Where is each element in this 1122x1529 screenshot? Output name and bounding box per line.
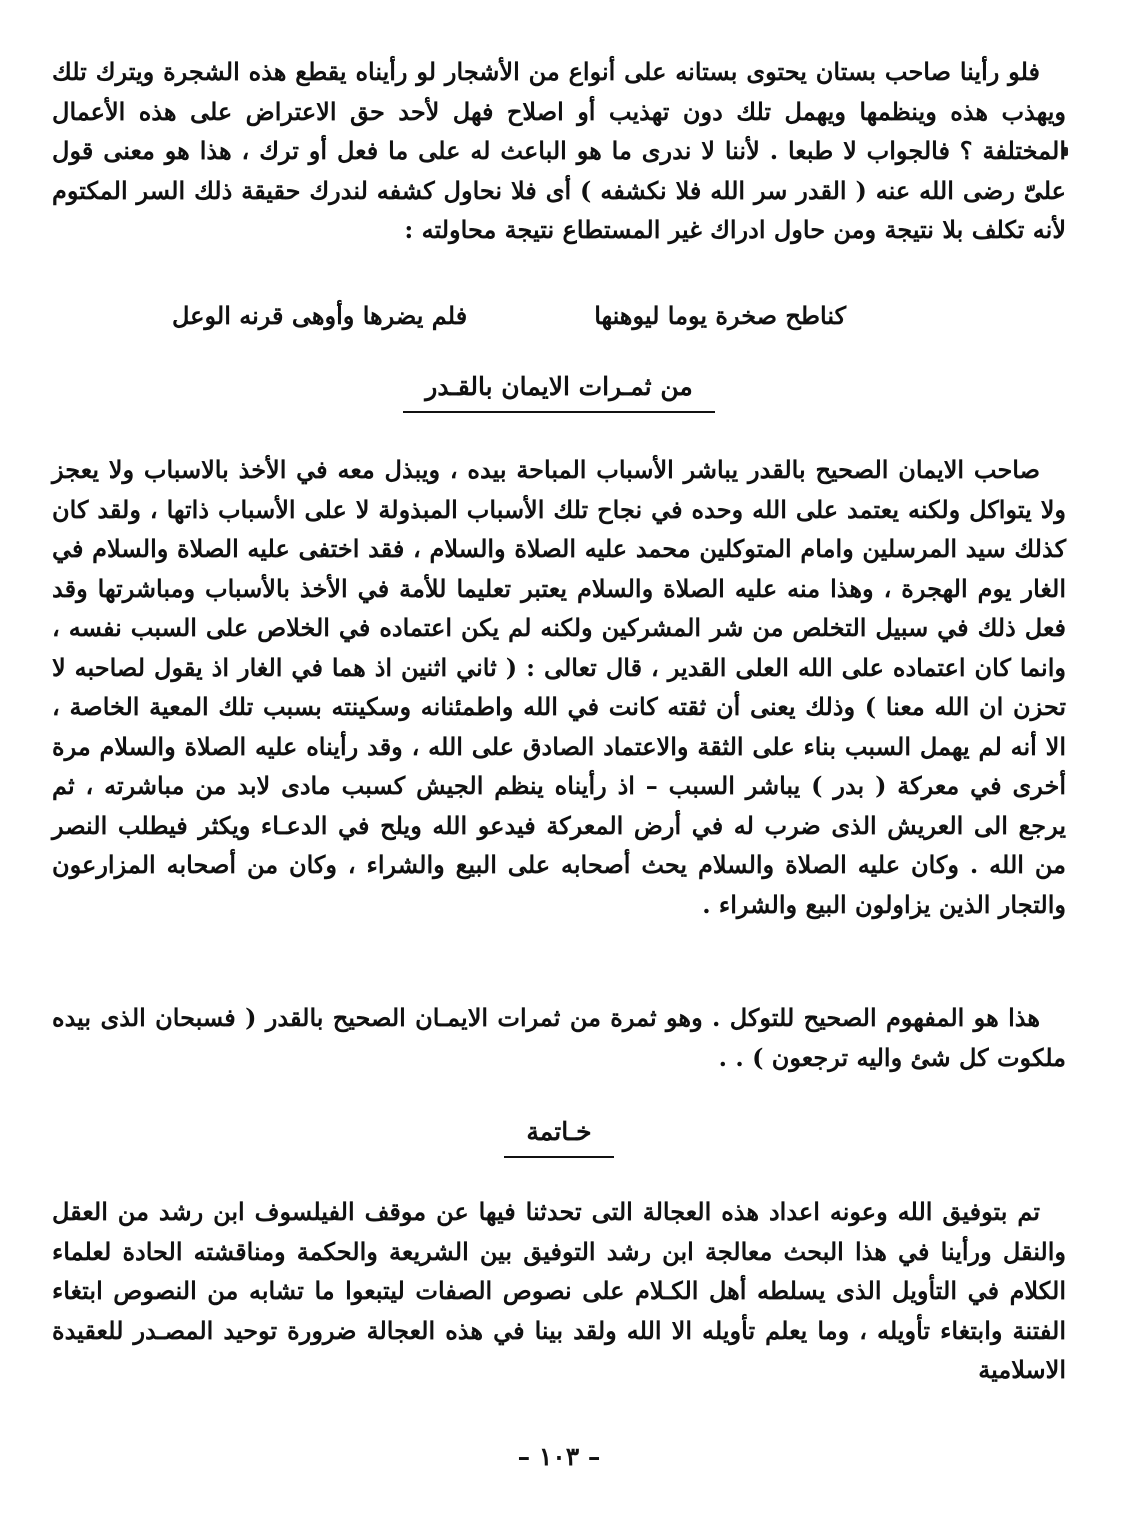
page-number: – ١٠٣ – — [517, 1442, 601, 1471]
document-page — [52, 52, 1066, 1492]
paragraph-orchard-analogy: فلو رأينا صاحب بستان يحتوى بستانه على أنواع من الأشجار لو رأيناه يقطع هذه الشجرة ويترك تلك ويهذب هذه وينظمها ويهمل تلك دون تهذيب أو اصلاح فهل لأحد حق الاعتراض على هذه الأعمال المختلفة ؟ فالجواب لا طبعا . لأننا لا ندرى ما هو الباعث له على ما فعل أو ترك ، هذا هو معنى قول علىّ رضى الله عنه ( القدر سر الله فلا نكشفه ) أى فلا نحاول كشفه لندرك حقيقة ذلك السر المكتوم لأنه تكلف بلا نتيجة ومن حاول ادراك غير المستطاع نتيجة محاولته : — [52, 57, 1066, 244]
heading-text: من ثمـرات الايمان بالقـدر — [403, 372, 715, 413]
verse-second-hemistich: فلم يضرها وأوهى قرنه الوعل — [172, 301, 468, 330]
verse-first-hemistich: كناطح صخرة يوما ليوهنها — [594, 301, 846, 330]
section-heading-conclusion — [52, 1117, 1066, 1158]
heading-text: خـاتمة — [504, 1117, 613, 1158]
paragraph-true-concept-of-tawakkul: هذا هو المفهوم الصحيح للتوكل . وهو ثمرة من ثمرات الايمـان الصحيح بالقدر ( فسبحان الذى بيده ملكوت كل شئ واليه ترجعون ) . . — [52, 1003, 1066, 1072]
section-heading-fruits-of-faith — [52, 372, 1066, 413]
paragraph-conclusion: تم بتوفيق الله وعونه اعداد هذه العجالة التى تحدثنا فيها عن موقف الفيلسوف ابن رشد من العقل والنقل ورأينا في هذا البحث معالجة ابن رشد التوفيق بين الشريعة والحكمة ومناقشته الحادة لعلماء الكلام في التأويل الذى يسلطه أهل الكـلام على نصوص الصفات ليتبعوا ما تشابه من النصوص ابتغاء الفتنة وابتغاء تأويله ، وما يعلم تأويله الا الله ولقد بينا في هذه العجالة ضرورة توحيد المصـدر للعقيدة الاسلامية — [52, 1197, 1067, 1384]
poetry-verse — [172, 296, 846, 336]
paragraph-reliance-on-causes: صاحب الايمان الصحيح بالقدر يباشر الأسباب المباحة بيده ، ويبذل معه في الأخذ بالاسباب ولا يعجز ولا يتواكل ولكنه يعتمد على الله وحده في نجاح تلك الأسباب المبذولة لا على الأسباب ذاتها ، ولقد كان كذلك سيد المرسلين وامام المتوكلين محمد عليه الصلاة والسلام ، فقد اختفى عليه الصلاة والسلام في الغار يوم الهجرة ، وهذا منه عليه الصلاة والسلام يعتبر تعليما للأمة في الأخذ بالأسباب ومباشرتها وقد فعل ذلك في سبيل التخلص من شر المشركين ولكنه لم يكن اعتماده في الخلاص على السبب نفسه ، وانما كان اعتماده على الله العلى القدير ، قال تعالى : ( ثاني اثنين اذ هما في الغار اذ يقول لصاحبه لا تحزن ان الله معنا ) وذلك يعنى أن ثقته كانت في الله واطمئنانه وسكينته بسبب تلك المعية الخاصة ، الا أنه لم يهمل السبب بناء على الثقة والاعتماد الصادق على الله ، وقد رأيناه عليه الصلاة والسلام مرة أخرى في معركة ( بدر ) يباشر السبب – اذ رأيناه ينظم الجيش كسبب مادى لابد من مباشرته ، ثم يرجع الى العريش الذى ضرب له في أرض المعركة فيدعو الله ويلح في الدعـاء ويكثر فيطلب النصر من الله . وكان عليه الصلاة والسلام يحث أصحابه على البيع والشراء ، وكان من أصحابه المزارعون والتجار الذين يزاولون البيع والشراء . — [52, 455, 1066, 919]
